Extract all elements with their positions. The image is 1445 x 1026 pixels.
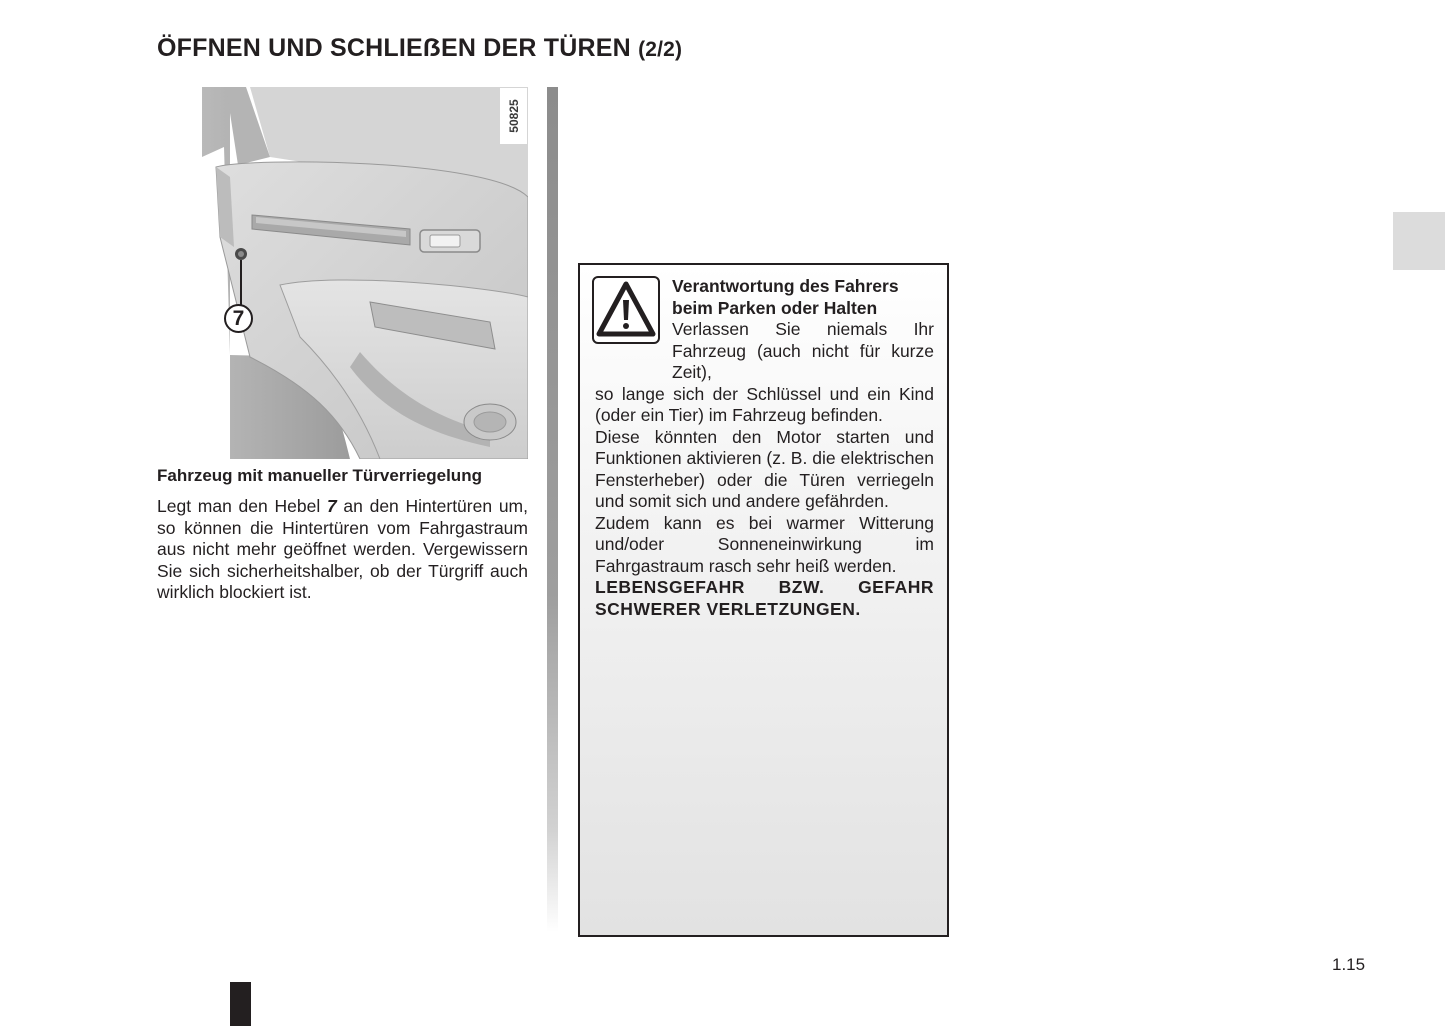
warning-paragraph-1-rest: so lange sich der Schlüssel und ein Kind (oder ein Tier) im Fahrzeug befinden. <box>595 383 934 425</box>
warning-paragraph-3: Zudem kann es bei warmer Witterung und/oder Sonneneinwirkung im Fahrgastraum rasch sehr heiß werden. <box>595 512 934 576</box>
callout-7: 7 <box>224 304 253 333</box>
warning-title: Verantwortung des Fahrers beim Parken oder Halten <box>672 276 899 318</box>
rear-door-illustration <box>190 87 528 459</box>
figure-code <box>500 88 527 144</box>
page-title <box>157 34 682 63</box>
paragraph-start: Legt man den Hebel <box>157 496 327 516</box>
paragraph-end: an den Hintertüren um, so können die Hintertüren vom Fahrgastraum aus nicht mehr geöffnet werden. Vergewissern Sie sich sicherheitshalber, ob der Türgriff auch wirklich blockiert ist. <box>157 496 528 602</box>
page-number: 1.15 <box>1332 955 1366 974</box>
figure-code-text: 50825 <box>506 99 521 133</box>
rear-door-drawing <box>190 87 528 459</box>
warning-body <box>595 319 934 620</box>
section-paragraph <box>157 496 528 604</box>
lever-reference: 7 <box>326 496 337 516</box>
section-heading: Fahrzeug mit manueller Türverriegelung <box>157 466 482 485</box>
page-title-suffix: (2/2) <box>638 38 683 61</box>
warning-box <box>578 263 949 937</box>
warning-paragraph-1-indented: Verlassen Sie niemals Ihr Fahrzeug (auch nicht für kurze Zeit), <box>672 319 934 382</box>
page-title-text: ÖFFNEN UND SCHLIEẞEN DER TÜREN <box>157 34 631 62</box>
warning-paragraph-2: Diese könnten den Motor starten und Funktionen aktivieren (z. B. die elektrischen Fensterheber) oder die Türen verriegeln und somit sich und andere gefährden. <box>595 426 934 511</box>
left-column <box>157 465 528 604</box>
page-edge-marker <box>230 982 251 1026</box>
warning-danger-text: LEBENSGEFAHR BZW. GEFAHR SCHWERER VERLETZUNGEN. <box>595 577 934 619</box>
column-divider <box>547 87 558 932</box>
chapter-tab <box>1393 212 1445 270</box>
